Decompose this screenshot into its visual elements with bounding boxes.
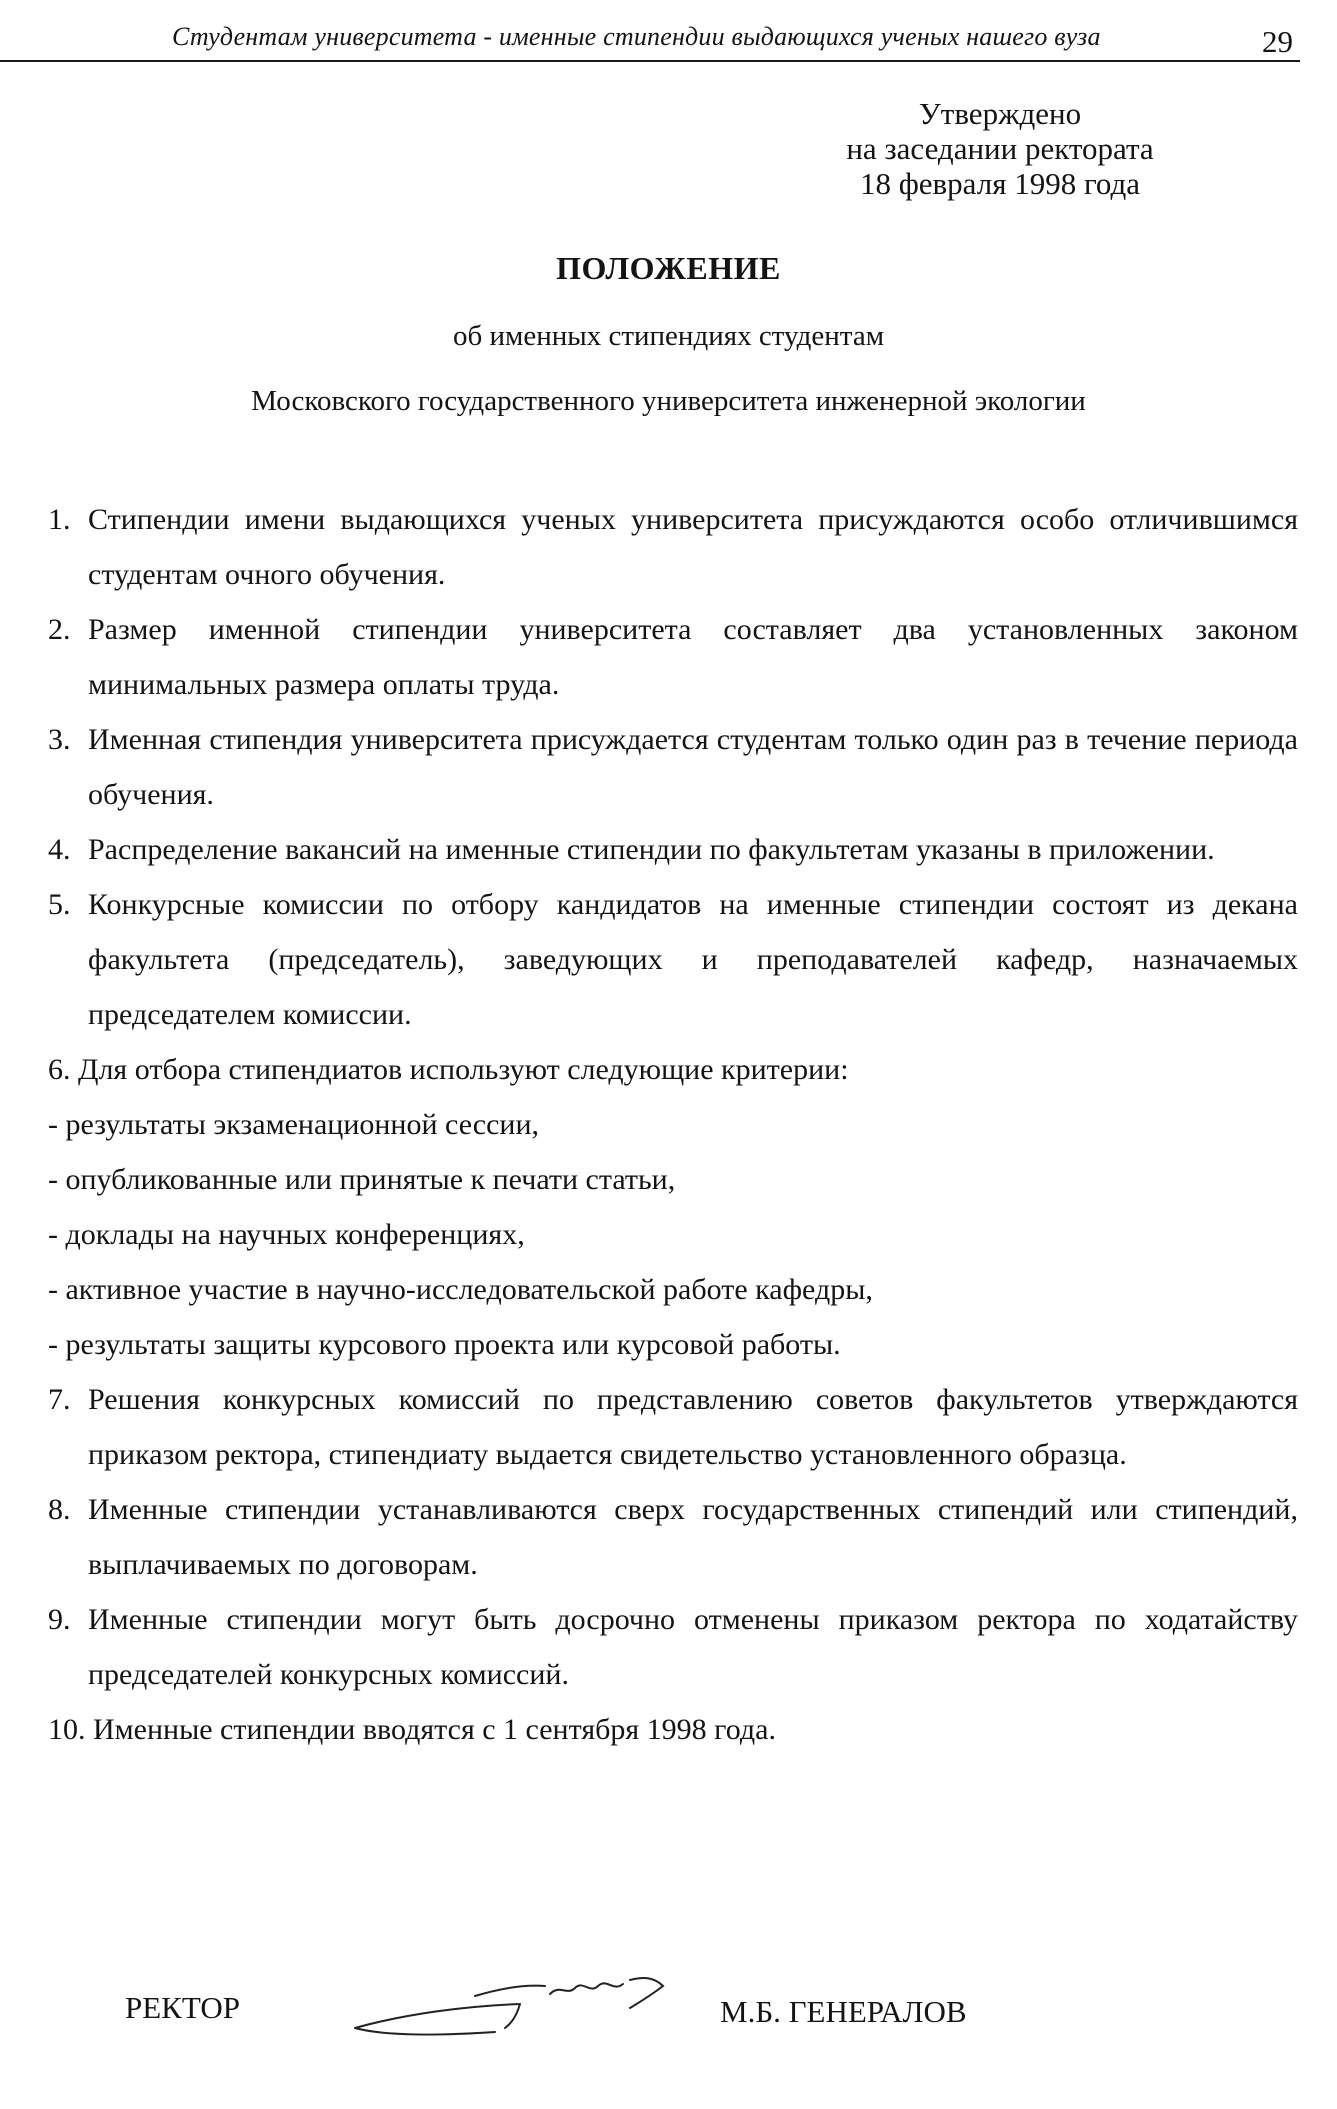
document-body <box>48 492 1298 1757</box>
item-number: 10. <box>48 1713 86 1746</box>
approval-line-3: 18 февраля 1998 года <box>859 166 1141 201</box>
document-subtitle-2: Московского государственного университета инженерной экологии <box>251 385 1086 417</box>
approval-block <box>700 96 1300 201</box>
item-text: Решения конкурсных комиссий по представлению советов факультетов утверждаются приказом ректора, стипендиату выдается свидетельство установленного образца. <box>88 1383 1298 1471</box>
criteria-item: - активное участие в научно-исследовательской работе кафедры, <box>48 1273 873 1306</box>
item-text: Именные стипендии могут быть досрочно отменены приказом ректора по ходатайству председателей конкурсных комиссий. <box>88 1603 1298 1691</box>
item-text: Распределение вакансий на именные стипендии по факультетам указаны в приложении. <box>88 833 1215 866</box>
running-title: Студентам университета - именные стипендии выдающихся ученых нашего вуза <box>172 22 1101 51</box>
item-number: 9. <box>48 1603 71 1636</box>
item-text: Размер именной стипендии университета составляет два установленных законом минимальных размера оплаты труда. <box>88 613 1298 701</box>
handwritten-signature-icon <box>345 1966 695 2046</box>
item-number: 8. <box>48 1493 71 1526</box>
item-number: 1. <box>48 503 71 536</box>
item-number: 5. <box>48 888 71 921</box>
item-text: Конкурсные комиссии по отбору кандидатов на именные стипендии состоят из декана факультета (председатель), заведующих и преподавателей кафедр, назначаемых председателем комиссии. <box>88 888 1298 1031</box>
list-item <box>48 822 1298 877</box>
list-item <box>48 602 1298 712</box>
item-number: 2. <box>48 613 71 646</box>
criteria-item: - результаты экзаменационной сессии, <box>48 1108 540 1141</box>
criteria-item: - доклады на научных конференциях, <box>48 1218 525 1251</box>
criteria-item: - результаты защиты курсового проекта или курсовой работы. <box>48 1328 841 1361</box>
approval-line-2: на заседании ректората <box>846 131 1154 166</box>
running-header <box>0 0 1337 66</box>
item-text: Именная стипендия университета присуждается студентам только один раз в течение периода обучения. <box>88 723 1298 811</box>
list-item <box>48 1702 1298 1757</box>
item-text: Именные стипендии вводятся с 1 сентября 1998 года. <box>93 1713 776 1746</box>
item-text: Стипендии имени выдающихся ученых университета присуждаются особо отличившимся студентам очного обучения. <box>88 503 1298 591</box>
list-item <box>48 1592 1298 1702</box>
approval-line-1: Утверждено <box>918 96 1082 131</box>
list-item <box>48 877 1298 1042</box>
item-text: Для отбора стипендиатов используют следующие критерии: <box>78 1053 849 1086</box>
item-number: 6. <box>48 1053 71 1086</box>
signature-row <box>0 1960 1337 2050</box>
item-text: Именные стипендии устанавливаются сверх государственных стипендий или стипендий, выплачиваемых по договорам. <box>88 1493 1298 1581</box>
item-number: 7. <box>48 1383 71 1416</box>
header-rule <box>0 60 1300 62</box>
list-item <box>48 1042 1298 1097</box>
item-number: 4. <box>48 833 71 866</box>
item-number: 3. <box>48 723 71 756</box>
document-title: ПОЛОЖЕНИЕ <box>556 250 781 286</box>
list-item <box>48 1482 1298 1592</box>
signatory-name: М.Б. ГЕНЕРАЛОВ <box>720 1994 967 2029</box>
criteria-item: - опубликованные или принятые к печати статьи, <box>48 1163 676 1196</box>
page-number: 29 <box>1262 24 1293 59</box>
list-item <box>48 712 1298 822</box>
signatory-role: РЕКТОР <box>125 1990 241 2025</box>
document-subtitle-1: об именных стипендиях студентам <box>452 320 885 352</box>
list-item <box>48 492 1298 602</box>
list-item <box>48 1372 1298 1482</box>
